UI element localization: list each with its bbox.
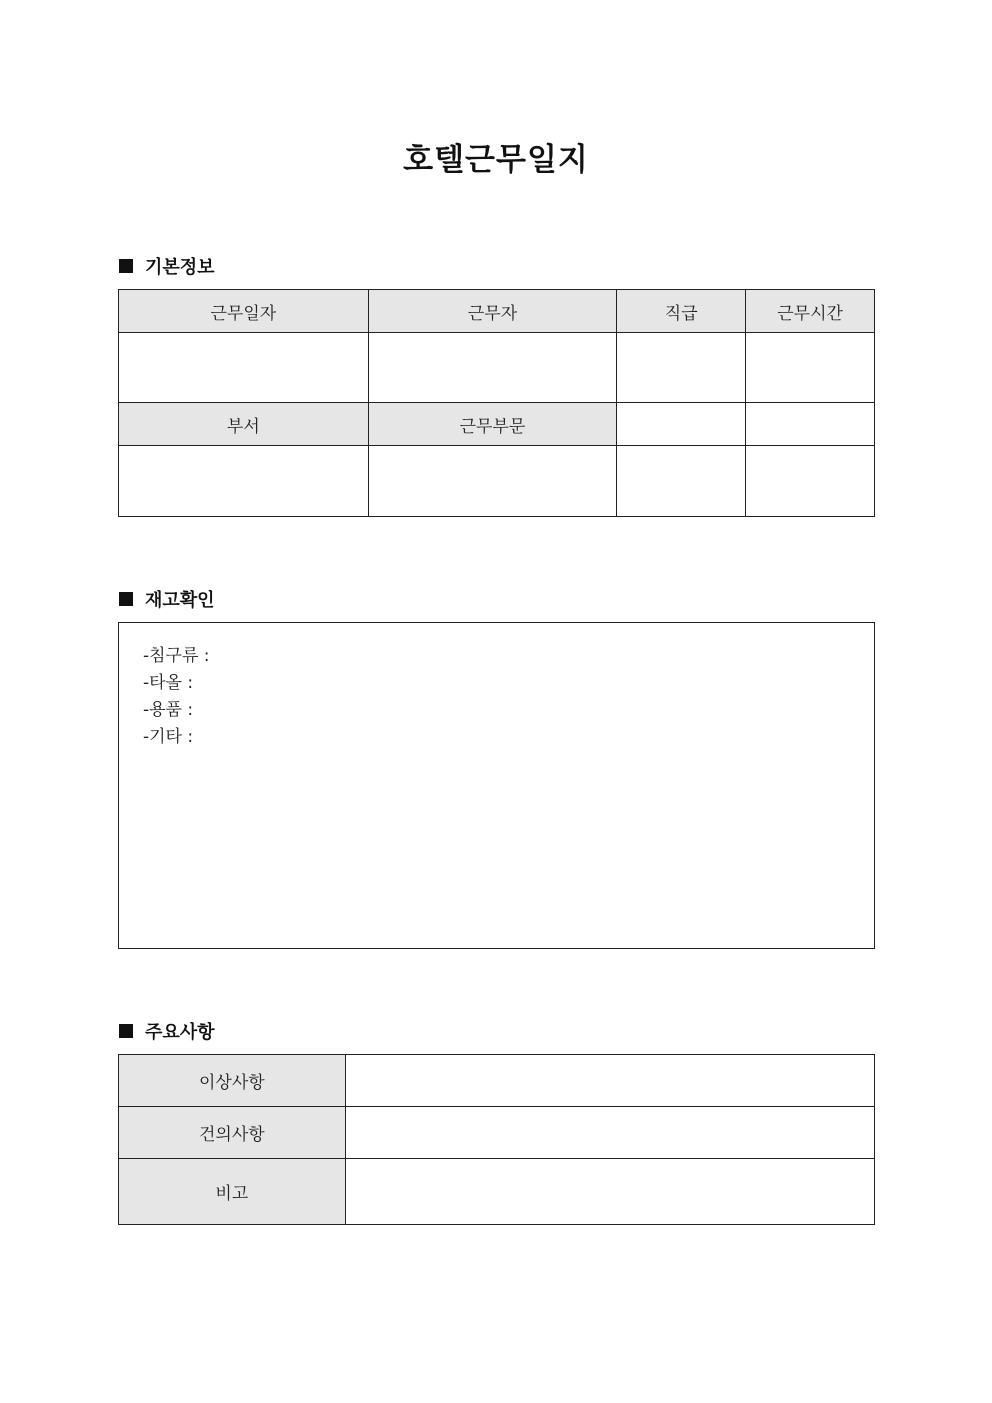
section-heading-label: 주요사항 [145,1022,215,1043]
department-cell[interactable] [119,446,369,517]
work-hours-cell[interactable] [746,333,875,403]
remarks-field[interactable] [345,1159,874,1225]
header-worker: 근무자 [368,290,617,333]
stock-item-list [143,643,210,751]
table-row [119,446,875,517]
table-row [119,1055,875,1107]
table-row [119,333,875,403]
suggestions-field[interactable] [345,1107,874,1159]
stock-check-box[interactable] [118,622,875,949]
basic-info-table [118,289,875,517]
section-heading-basic-info [119,253,215,279]
stock-item-supplies: -용품 : [143,700,194,720]
empty-cell[interactable] [746,403,875,446]
header-position: 직급 [617,290,746,333]
work-date-cell[interactable] [119,333,369,403]
stock-item-towel: -타올 : [143,673,194,693]
square-bullet-icon [119,1024,133,1038]
header-work-division: 근무부문 [368,403,617,446]
label-suggestions: 건의사항 [119,1107,346,1159]
header-work-date: 근무일자 [119,290,369,333]
header-department: 부서 [119,403,369,446]
label-remarks: 비고 [119,1159,346,1225]
worker-cell[interactable] [368,333,617,403]
work-division-cell[interactable] [368,446,617,517]
section-heading-stock [119,586,215,612]
square-bullet-icon [119,592,133,606]
empty-cell[interactable] [746,446,875,517]
label-anomalies: 이상사항 [119,1055,346,1107]
empty-cell[interactable] [617,446,746,517]
anomalies-field[interactable] [345,1055,874,1107]
table-header-row [119,403,875,446]
table-header-row [119,290,875,333]
document-title: 호텔근무일지 [403,142,589,178]
section-heading-label: 재고확인 [145,590,215,611]
section-heading-label: 기본정보 [145,257,215,278]
table-row [119,1107,875,1159]
position-cell[interactable] [617,333,746,403]
stock-item-other: -기타 : [143,727,194,747]
stock-item-bedding: -침구류 : [143,646,210,666]
section-heading-notes [119,1018,215,1044]
header-work-hours: 근무시간 [746,290,875,333]
square-bullet-icon [119,259,133,273]
empty-cell[interactable] [617,403,746,446]
table-row [119,1159,875,1225]
notes-table [118,1054,875,1225]
